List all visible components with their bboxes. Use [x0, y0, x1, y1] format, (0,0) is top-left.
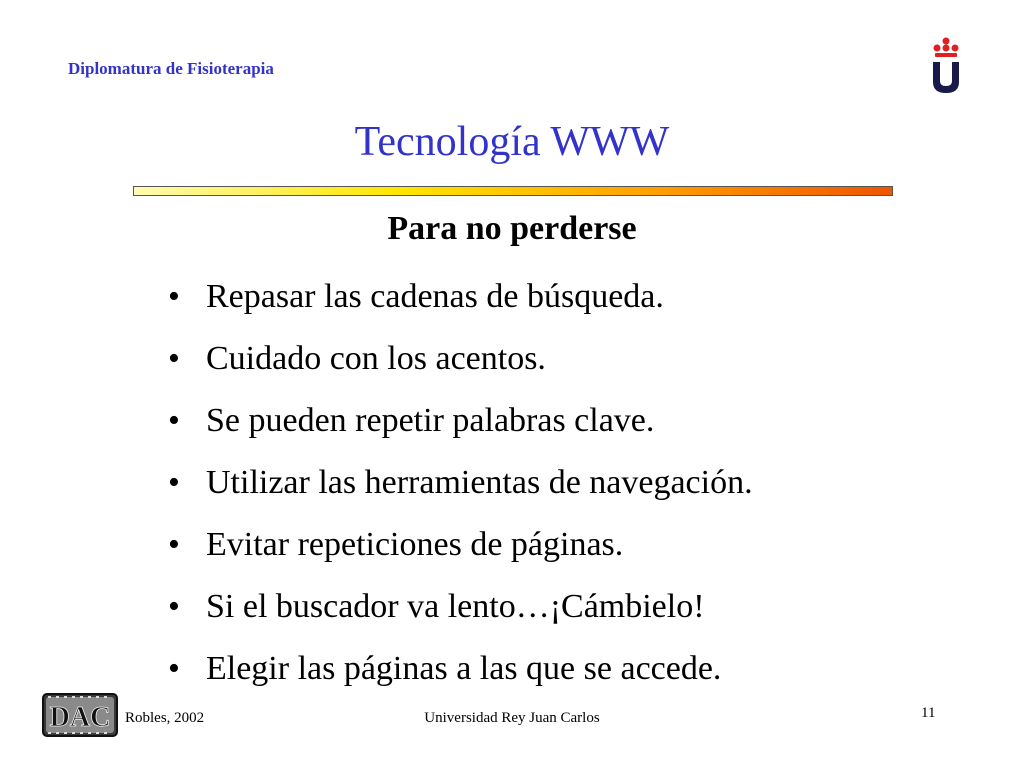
bullet-text: Utilizar las herramientas de navegación.	[206, 464, 753, 501]
bullet-item	[168, 644, 753, 706]
bullet-marker: •	[168, 526, 180, 563]
bullet-item	[168, 520, 753, 582]
bullet-text: Evitar repeticiones de páginas.	[206, 526, 624, 563]
bullet-text: Cuidado con los acentos.	[206, 340, 546, 377]
university-crown-u-icon	[928, 36, 964, 96]
bullet-marker: •	[168, 402, 180, 439]
bullet-item	[168, 334, 753, 396]
bullet-list	[168, 272, 753, 706]
dac-logo-text: DAC	[49, 702, 111, 733]
footer-author: Robles, 2002	[125, 710, 205, 726]
bullet-text: Si el buscador va lento…¡Cámbielo!	[206, 588, 705, 625]
bullet-text: Se pueden repetir palabras clave.	[206, 402, 655, 439]
bullet-item	[168, 582, 753, 644]
slide-subtitle: Para no perderse	[387, 210, 637, 247]
page-number: 11	[921, 705, 936, 721]
bullet-item	[168, 396, 753, 458]
bullet-text: Repasar las cadenas de búsqueda.	[206, 278, 664, 315]
bullet-marker: •	[168, 464, 180, 501]
bullet-marker: •	[168, 588, 180, 625]
bullet-item	[168, 272, 753, 334]
course-name: Diplomatura de Fisioterapia	[68, 59, 274, 78]
bullet-text: Elegir las páginas a las que se accede.	[206, 650, 722, 687]
bullet-marker: •	[168, 278, 180, 315]
title-divider	[133, 186, 893, 196]
bullet-marker: •	[168, 340, 180, 377]
slide-title: Tecnología WWW	[354, 119, 670, 165]
bullet-marker: •	[168, 650, 180, 687]
bullet-item	[168, 458, 753, 520]
footer-institution: Universidad Rey Juan Carlos	[424, 710, 600, 726]
